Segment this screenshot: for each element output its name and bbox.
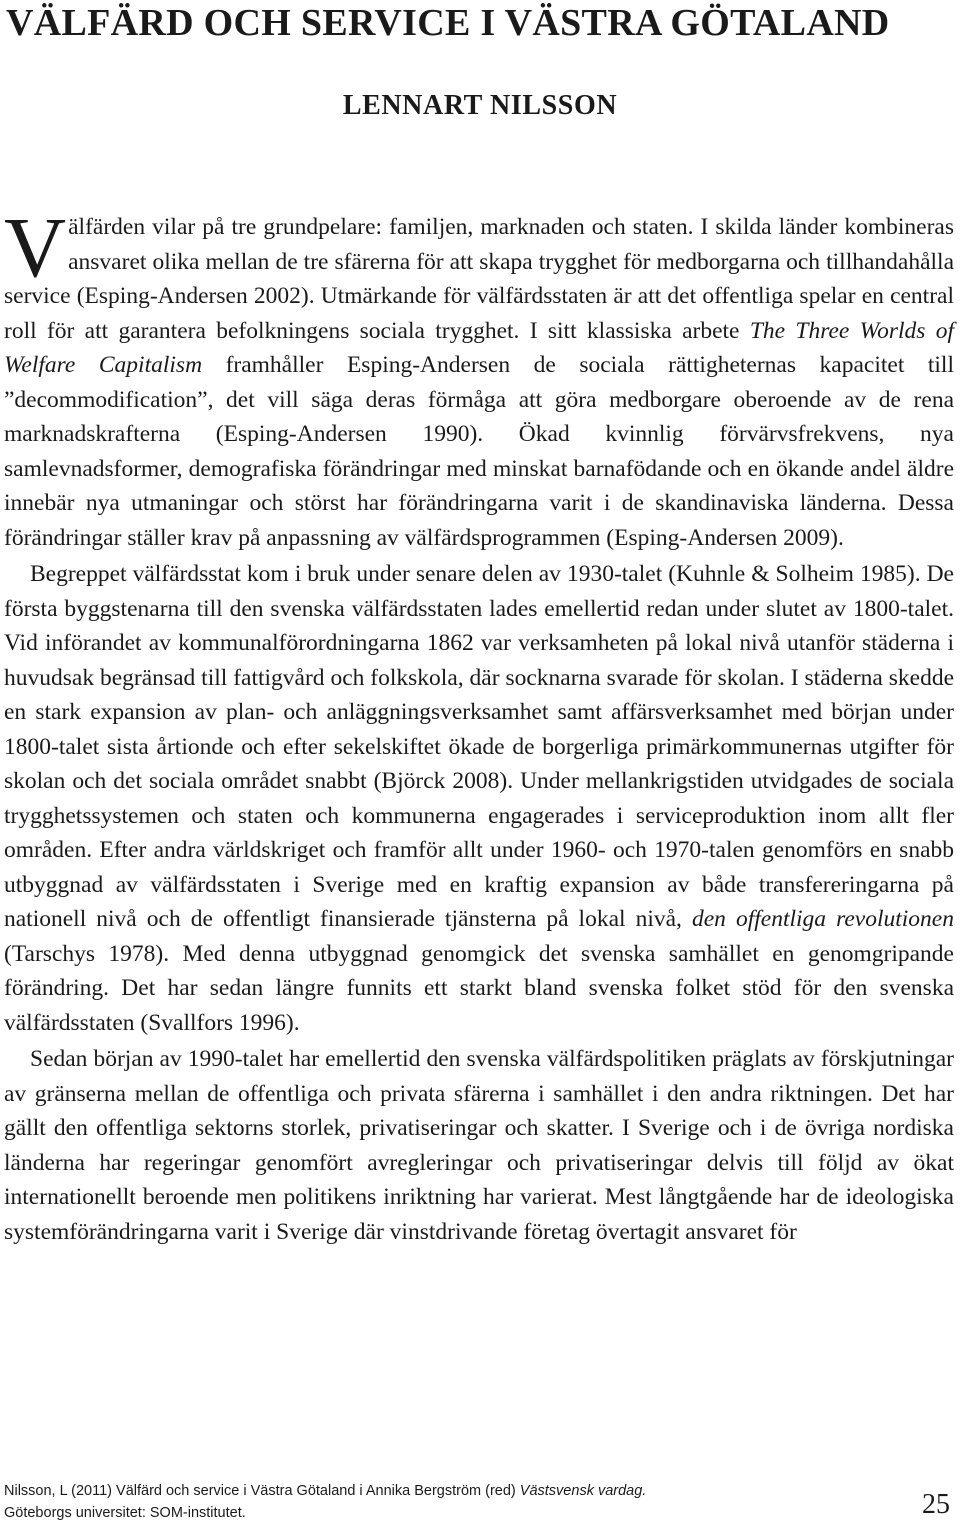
- paragraph-1: [4, 199, 954, 555]
- author-name: LENNART NILSSON: [342, 90, 618, 121]
- paragraph-1-text-a: älfärden vilar på tre grundpelare: familjen, marknaden och staten. I skilda länder kombineras ansvaret olika mellan de tre sfärerna för att skapa trygghet för medborgarna och tillhandahålla service (Esping-Andersen 2002). Utmärkande för välfärdsstaten är att det offentliga spelar en central roll för att garantera befolkningens sociala trygghet. I sitt klassiska arbete: [4, 214, 954, 344]
- citation-text: Nilsson, L (2011) Välfärd och service i Västra Götaland i Annika Bergström (red): [4, 1483, 520, 1499]
- book-title: The Three Worlds of Welfare Capitalism: [4, 317, 954, 378]
- citation-line-2: Göteborgs universitet: SOM-institutet.: [4, 1505, 246, 1521]
- paragraph-2-text-b: (Tarschys 1978). Med denna utbyggnad genomgick det svenska samhället en genomgripande förändring. Det har sedan längre funnits ett starkt bland svenska folket stöd för den svenska välfärdsstaten (Svallfors 1996).: [4, 940, 954, 1036]
- page-number: 25: [922, 1489, 950, 1520]
- paragraph-2-text-a: Begreppet välfärdsstat kom i bruk under senare delen av 1930-talet (Kuhnle & Solheim 1985). De första byggstenarna till den svenska välfärdsstaten lades emellertid redan under slutet av 1800-talet. Vid införandet av kommunalförordningarna 1862 var verksamheten på lokal nivå utanför städerna i huvudsak begränsad till fattigvård och folkskola, där socknarna svarade för skolan. I städerna skedde en stark expansion av plan- och anläggningsverksamhet samt affärsverksamhet med början under 1800-talet sista årtionde och efter sekelskiftet ökade de borgerliga primärkommunernas utgifter för skolan och det sociala området snabbt (Björck 2008). Under mellankrigstiden utvidgades de sociala trygghetssystemen och staten och kommunerna engagerades i serviceproduktion inom allt fler områden. Efter andra världskriget och framför allt under 1960- och 1970-talen genomförs en snabb utbyggnad av välfärdsstaten i Sverige med en kraftig expansion av både transfereringarna på nationell nivå och de offentligt finansierade tjänsterna på lokal nivå,: [4, 561, 954, 932]
- citation-line-1: [4, 1480, 646, 1502]
- footer-citation: [4, 1480, 646, 1524]
- citation-book-title: Västsvensk vardag.: [519, 1483, 647, 1499]
- paragraph-3-text: Sedan början av 1990-talet har emellertid den svenska välfärdspolitiken präglats av förskjutningar av gränserna mellan de offentliga och privata sfärerna i samhället i den andra riktningen. Det har gällt den offentliga sektorns storlek, privatiseringar och skatter. I Sverige och i de övriga nordiska länderna har regeringar genomfört avregleringar och privatiseringar delvis till följd av ökat internationellt beroende men politikens inriktning har varierat. Mest långtgående har de ideologiska systemförändringarna varit i Sverige där vinstdrivande företag övertagit ansvaret för: [4, 1046, 954, 1245]
- paragraph-1-text-b: framhåller Esping-Andersen de sociala rättigheternas kapacitet till ”decommodification”, det vill säga deras förmåga att göra medborgare oberoende av de rena marknadskrafterna (Esping-Andersen 1990). Ökad kvinnlig förvärvsfrekvens, nya samlevnadsformer, demografiska förändringar med minskat barnafödande och en ökande andel äldre innebär nya utmaningar och störst har förändringarna varit i de skandinaviska länderna. Dessa förändringar ställer krav på anpassning av välfärdsprogrammen (Esping-Andersen 2009).: [4, 352, 954, 551]
- chapter-title: VÄLFÄRD OCH SERVICE I VÄSTRA GÖTALAND: [6, 2, 890, 44]
- drop-cap: V: [4, 199, 67, 295]
- paragraph-2: [4, 557, 954, 1040]
- paragraph-3: [4, 1042, 954, 1249]
- emphasized-phrase: den offentliga revolutionen: [691, 906, 954, 932]
- body-text: [4, 199, 954, 1249]
